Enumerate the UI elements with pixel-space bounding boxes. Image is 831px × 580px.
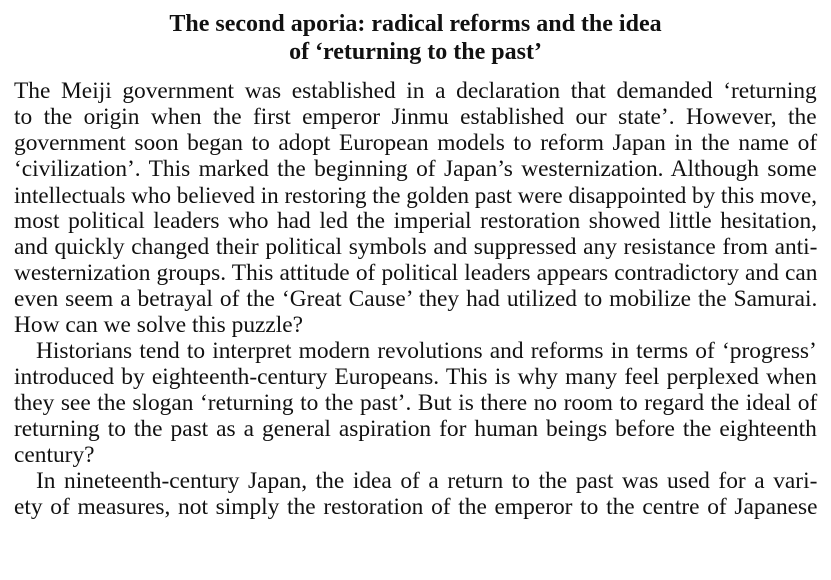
section-heading-line-2: of ‘returning to the past’ xyxy=(289,39,542,65)
paragraph-line: The Meiji government was established in a declaration that demanded ‘returning xyxy=(14,78,817,104)
paragraph-line: intellectuals who believed in restoring the golden past were disappointed by this move, xyxy=(14,182,818,208)
paragraph-line: government soon began to adopt European models to reform Japan in the name of xyxy=(14,130,818,156)
paragraph-line: westernization groups. This attitude of political leaders appears contradictory and can xyxy=(14,260,818,286)
paragraph-line: most political leaders who had led the imperial restoration showed little hesitation, xyxy=(14,208,818,234)
section-heading xyxy=(14,10,817,66)
paragraph-line: ety of measures, not simply the restoration of the emperor to the centre of Japanese xyxy=(14,494,818,520)
paragraph-line: Historians tend to interpret modern revolutions and reforms in terms of ‘progress’ xyxy=(36,338,817,364)
paragraph-1 xyxy=(14,78,817,338)
paragraph-line: to the origin when the first emperor Jinmu established our state’. However, the xyxy=(14,104,817,130)
paragraph-line: and quickly changed their political symbols and suppressed any resistance from anti- xyxy=(14,234,818,260)
paragraph-line: returning to the past as a general aspiration for human beings before the eighteenth xyxy=(14,416,817,442)
paragraph-line: introduced by eighteenth-century Europeans. This is why many feel perplexed when xyxy=(14,364,817,390)
section-heading-line-1: The second aporia: radical reforms and the idea xyxy=(169,11,662,37)
paragraph-line: even seem a betrayal of the ‘Great Cause’ they had utilized to mobilize the Samurai. xyxy=(14,286,818,312)
paragraph-3 xyxy=(14,468,817,520)
paragraph-line: century? xyxy=(14,442,95,468)
paragraph-2 xyxy=(14,338,817,468)
paragraph-line: ‘civilization’. This marked the beginning of Japan’s westernization. Although some xyxy=(14,156,817,182)
paragraph-line: they see the slogan ‘returning to the past’. But is there no room to regard the ideal of xyxy=(14,390,818,416)
paragraph-line: How can we solve this puzzle? xyxy=(14,312,304,338)
paragraph-line: In nineteenth-century Japan, the idea of a return to the past was used for a vari- xyxy=(36,468,818,494)
